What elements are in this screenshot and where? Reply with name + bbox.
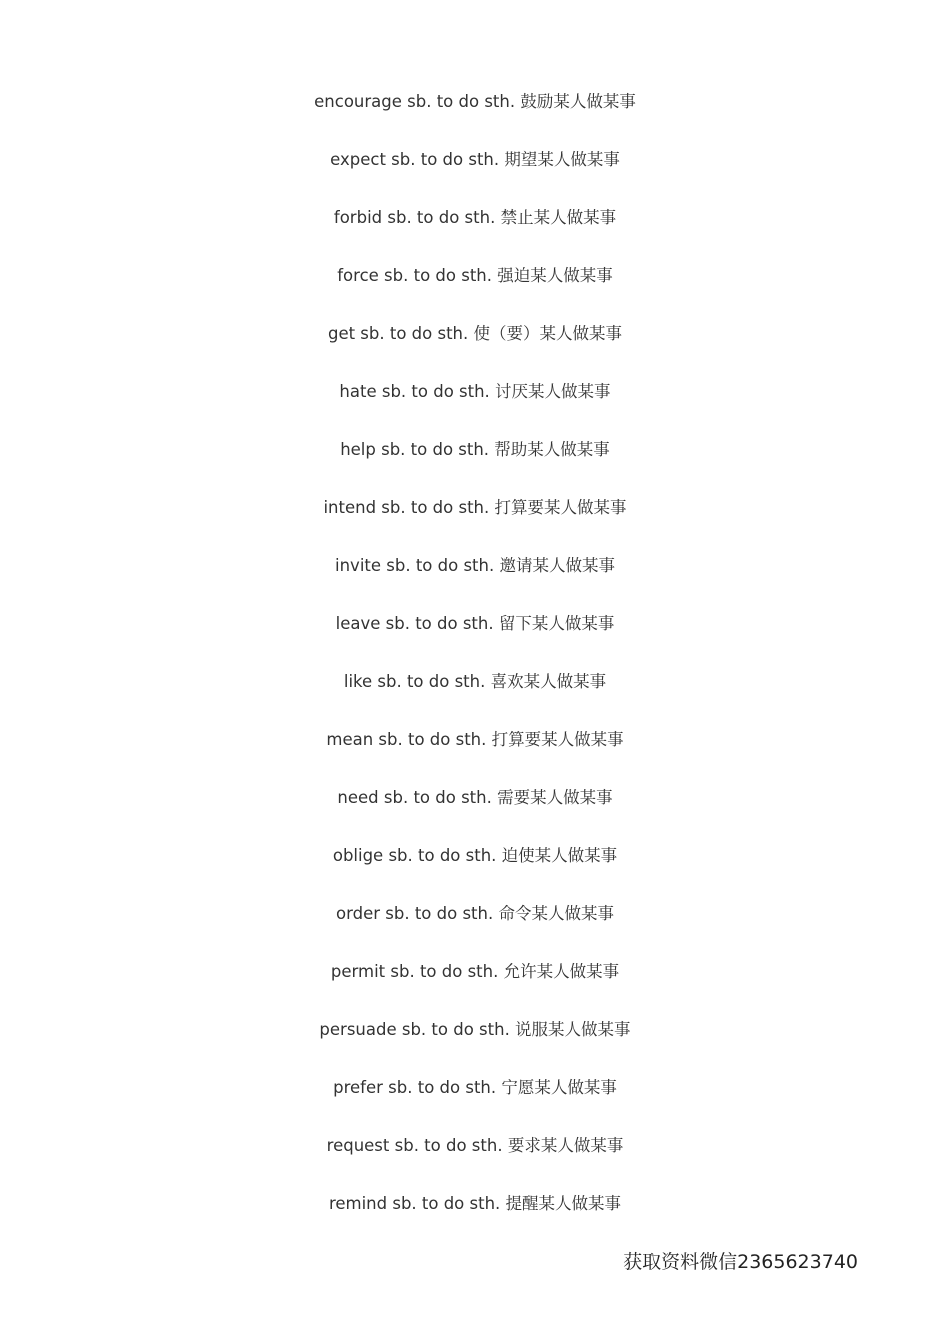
phrase-item: like sb. to do sth. 喜欢某人做某事 [343, 672, 607, 691]
phrase-item: hate sb. to do sth. 讨厌某人做某事 [339, 382, 611, 401]
phrase-item: get sb. to do sth. 使（要）某人做某事 [327, 324, 623, 343]
phrase-item: persuade sb. to do sth. 说服某人做某事 [319, 1020, 631, 1039]
phrase-item: need sb. to do sth. 需要某人做某事 [337, 788, 613, 807]
phrase-item: force sb. to do sth. 强迫某人做某事 [337, 266, 613, 285]
phrase-item: invite sb. to do sth. 邀请某人做某事 [335, 556, 615, 575]
phrase-item: order sb. to do sth. 命令某人做某事 [336, 904, 614, 923]
phrase-item: encourage sb. to do sth. 鼓励某人做某事 [314, 92, 636, 111]
phrase-item: permit sb. to do sth. 允许某人做某事 [330, 962, 620, 981]
phrase-item: oblige sb. to do sth. 迫使某人做某事 [332, 846, 618, 865]
phrase-item: remind sb. to do sth. 提醒某人做某事 [328, 1194, 622, 1213]
phrase-item: prefer sb. to do sth. 宁愿某人做某事 [333, 1078, 617, 1097]
phrase-list [0, 89, 950, 1249]
phrase-item: mean sb. to do sth. 打算要某人做某事 [326, 730, 624, 749]
phrase-item: leave sb. to do sth. 留下某人做某事 [335, 614, 615, 633]
phrase-item: forbid sb. to do sth. 禁止某人做某事 [333, 208, 617, 227]
phrase-item: expect sb. to do sth. 期望某人做某事 [330, 150, 620, 169]
footer-contact-note: 获取资料微信2365623740 [623, 1251, 858, 1273]
phrase-item: help sb. to do sth. 帮助某人做某事 [340, 440, 610, 459]
phrase-item: request sb. to do sth. 要求某人做某事 [326, 1136, 624, 1155]
phrase-item: intend sb. to do sth. 打算要某人做某事 [323, 498, 627, 517]
